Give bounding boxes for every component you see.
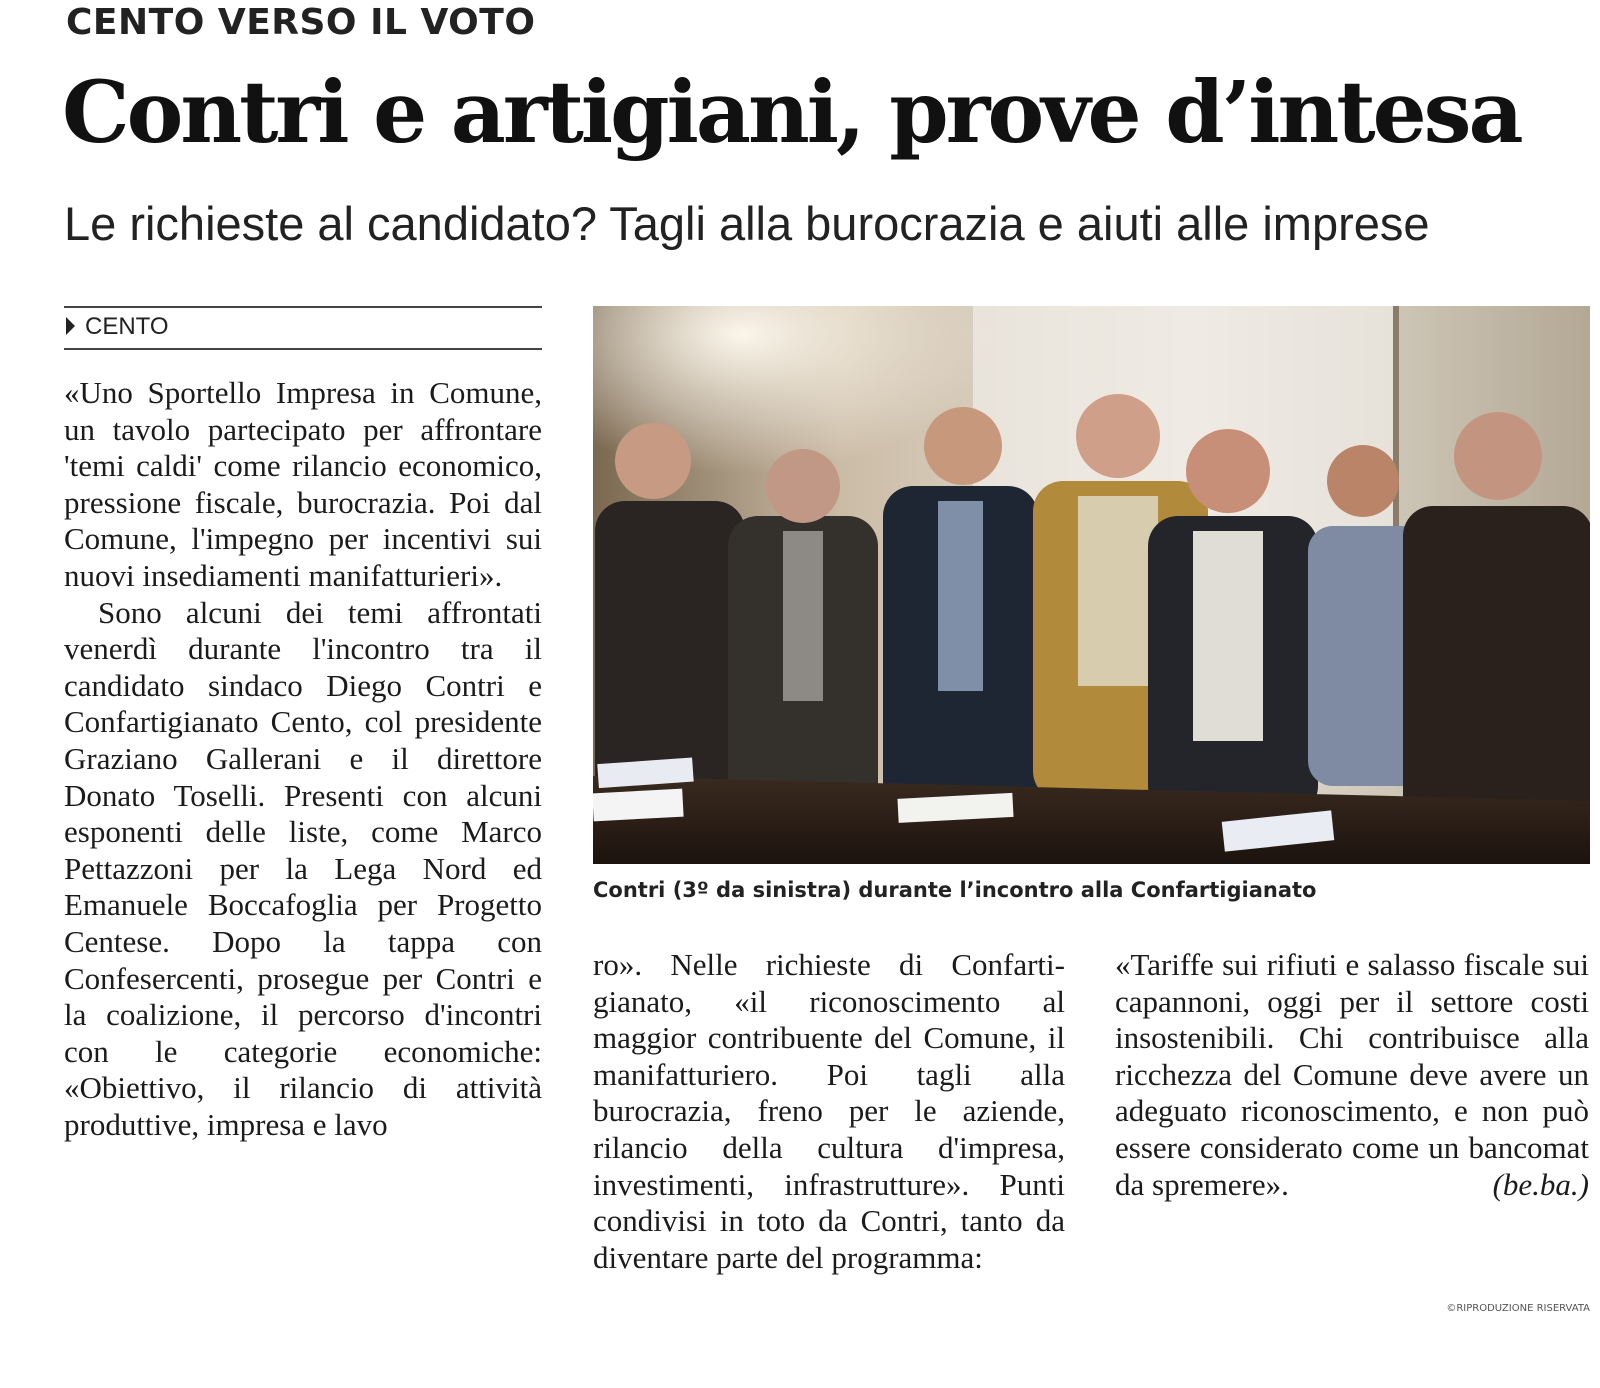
paragraph-1: «Uno Sportello Impresa in Comune, un tavolo partecipato per affrontare 'temi caldi' come rilancio economico, pressione fiscale, burocrazia. Poi dal Comune, l'impegno per incentivi sui nuovi insediamenti manifatturieri». <box>64 375 542 593</box>
paragraph-4 <box>1115 947 1589 1203</box>
copyright-notice: ©RIPRODUZIONE RISERVATA <box>1446 1303 1590 1314</box>
meeting-photo <box>593 306 1590 864</box>
article-column-1 <box>64 375 542 1143</box>
article-column-2 <box>593 947 1065 1276</box>
subheadline: Le richieste al candidato? Tagli alla burocrazia e aiuti alle imprese <box>64 197 1430 250</box>
dateline-marker-icon <box>66 317 75 335</box>
kicker: CENTO VERSO IL VOTO <box>66 2 536 43</box>
meeting-photo-illustration <box>593 306 1590 864</box>
headline: Contri e artigiani, prove d’intesa <box>62 63 1521 163</box>
paragraph-4-text: «Tariffe sui rifiuti e salasso fiscale sui capannoni, oggi per il settore costi insostenibili. Chi contribuisce alla ricchezza del Comune deve avere un adeguato riconoscimento, e non può essere considerato come un bancomat da spremere». <box>1115 947 1589 1202</box>
paragraph-3: ro». Nelle richieste di Confartigianato, «il riconoscimento al maggior contribuente del Comune, il manifatturiero. Poi tagli alla burocrazia, freno per le aziende, rilancio della cultura d'impresa, investimenti, infrastrutture». Punti condivisi in toto da Contri, tanto da diventare parte del programma: <box>593 947 1065 1275</box>
dateline <box>64 306 542 350</box>
photo-caption: Contri (3º da sinistra) durante l’incontro alla Confartigianato <box>593 878 1317 902</box>
paragraph-2: Sono alcuni dei temi affrontati venerdì durante l'incontro tra il candidato sindaco Diego Contri e Confartigianato Cento, col presidente Graziano Gallerani e il direttore Donato Toselli. Presenti con alcuni esponenti delle liste, come Marco Pettazzoni per la Lega Nord ed Emanuele Boccafoglia per Progetto Centese. Dopo la tappa con Confesercenti, prosegue per Contri e la coalizione, il percorso d'incontri con le categorie economiche: «Obiettivo, il rilancio di attività produttive, impresa e lavo <box>64 594 542 1142</box>
article-column-3 <box>1115 947 1589 1203</box>
author-signature: (be.ba.) <box>1492 1166 1589 1202</box>
dateline-label: CENTO <box>85 313 169 340</box>
